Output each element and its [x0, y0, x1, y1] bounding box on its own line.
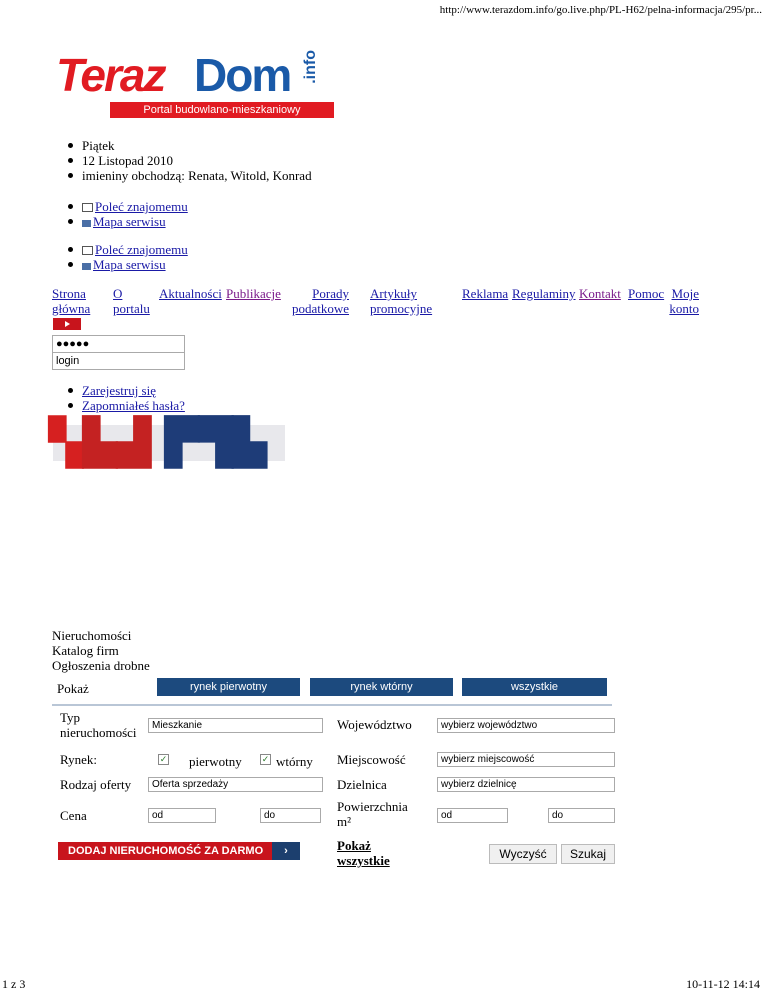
- price-to-input[interactable]: do: [260, 808, 321, 823]
- sitemap-link[interactable]: Mapa serwisu: [93, 214, 166, 229]
- area-from-input[interactable]: od: [437, 808, 508, 823]
- clear-button[interactable]: Wyczyść: [489, 844, 557, 864]
- tab-primary-market[interactable]: rynek pierwotny: [157, 678, 300, 696]
- recommend-link[interactable]: Poleć znajomemu: [95, 242, 188, 257]
- date: 12 Listopad 2010: [60, 153, 312, 168]
- show-label: Pokaż: [57, 681, 89, 696]
- nav-regulations[interactable]: Regulaminy: [512, 286, 576, 301]
- nav-my-account[interactable]: Moje konto: [669, 286, 699, 316]
- nav-help[interactable]: Pomoc: [628, 286, 665, 301]
- voivodeship-select[interactable]: wybierz województwo: [437, 718, 615, 733]
- category-classifieds[interactable]: Ogłoszenia drobne: [52, 658, 150, 673]
- nav-advertising[interactable]: Reklama: [462, 286, 509, 301]
- login-field[interactable]: login: [52, 352, 185, 370]
- tab-secondary-market[interactable]: rynek wtórny: [310, 678, 453, 696]
- district-label: Dzielnica: [337, 777, 387, 792]
- show-all-link[interactable]: Pokaż wszystkie: [337, 838, 390, 868]
- secondary-label: wtórny: [276, 754, 313, 769]
- date-info-list: [60, 138, 312, 183]
- divider: [52, 704, 612, 706]
- monitor-icon: [82, 246, 93, 255]
- nav-news[interactable]: Aktualności: [159, 286, 222, 301]
- sitemap-link[interactable]: Mapa serwisu: [93, 257, 166, 272]
- offer-type-label: Rodzaj oferty: [60, 777, 132, 792]
- area-label: Powierzchnia m²: [337, 799, 408, 829]
- arrow-right-icon: ›: [272, 842, 300, 860]
- nav-home[interactable]: Strona główna: [52, 286, 91, 316]
- page-number: 1 z 3: [2, 977, 26, 991]
- district-select[interactable]: wybierz dzielnicę: [437, 777, 615, 792]
- play-button[interactable]: [53, 318, 81, 330]
- monitor-icon: [82, 203, 93, 212]
- price-from-input[interactable]: od: [148, 808, 216, 823]
- market-label: Rynek:: [60, 752, 98, 767]
- page-url: http://www.terazdom.info/go.live.php/PL-H62/pelna-informacja/295/pr...: [439, 4, 762, 16]
- voivodeship-label: Województwo: [337, 717, 412, 732]
- primary-label: pierwotny: [189, 754, 242, 769]
- logo-tagline: Portal budowlano-mieszkaniowy: [110, 102, 334, 118]
- city-label: Miejscowość: [337, 752, 406, 767]
- nav-contact[interactable]: Kontakt: [579, 286, 621, 301]
- main-nav: [52, 286, 702, 318]
- area-to-input[interactable]: do: [548, 808, 615, 823]
- price-label: Cena: [60, 808, 87, 823]
- banner-image[interactable]: ▚ ▙▟ ▛▜▙: [53, 425, 285, 461]
- city-select[interactable]: wybierz miejscowość: [437, 752, 615, 767]
- category-list: [52, 628, 150, 673]
- recommend-link[interactable]: Poleć znajomemu: [95, 199, 188, 214]
- password-field[interactable]: ●●●●●: [52, 335, 185, 353]
- nav-promo-articles[interactable]: Artykuły promocyjne: [370, 286, 433, 316]
- property-type-label: Typ nieruchomości: [60, 710, 137, 740]
- nav-about[interactable]: O portalu: [113, 286, 150, 316]
- forgot-password-link[interactable]: Zapomniałeś hasła?: [82, 398, 185, 413]
- tab-all[interactable]: wszystkie: [462, 678, 607, 696]
- secondary-checkbox[interactable]: ✓: [261, 754, 270, 764]
- search-button[interactable]: Szukaj: [561, 844, 615, 864]
- nav-tax-advice[interactable]: Porady podatkowe: [291, 286, 349, 316]
- primary-checkbox[interactable]: ✓: [159, 754, 168, 764]
- print-datetime: 10-11-12 14:14: [686, 977, 760, 991]
- category-real-estate[interactable]: Nieruchomości: [52, 628, 132, 643]
- property-type-select[interactable]: Mieszkanie: [148, 718, 323, 733]
- category-company-catalog[interactable]: Katalog firm: [52, 643, 119, 658]
- nav-publications[interactable]: Publikacje: [226, 286, 281, 301]
- register-link[interactable]: Zarejestruj się: [82, 383, 156, 398]
- sitemap-icon: [82, 263, 91, 270]
- utility-links-2: [60, 242, 188, 272]
- add-property-button[interactable]: DODAJ NIERUCHOMOŚĆ ZA DARMO ›: [58, 842, 300, 860]
- name-days: imieniny obchodzą: Renata, Witold, Konrad: [60, 168, 312, 183]
- site-logo[interactable]: Teraz Dom .info Portal budowlano-mieszkaniowy: [56, 50, 334, 122]
- day-name: Piątek: [60, 138, 312, 153]
- utility-links-1: [60, 199, 188, 229]
- sitemap-icon: [82, 220, 91, 227]
- offer-type-select[interactable]: Oferta sprzedaży: [148, 777, 323, 792]
- account-links: [60, 383, 185, 413]
